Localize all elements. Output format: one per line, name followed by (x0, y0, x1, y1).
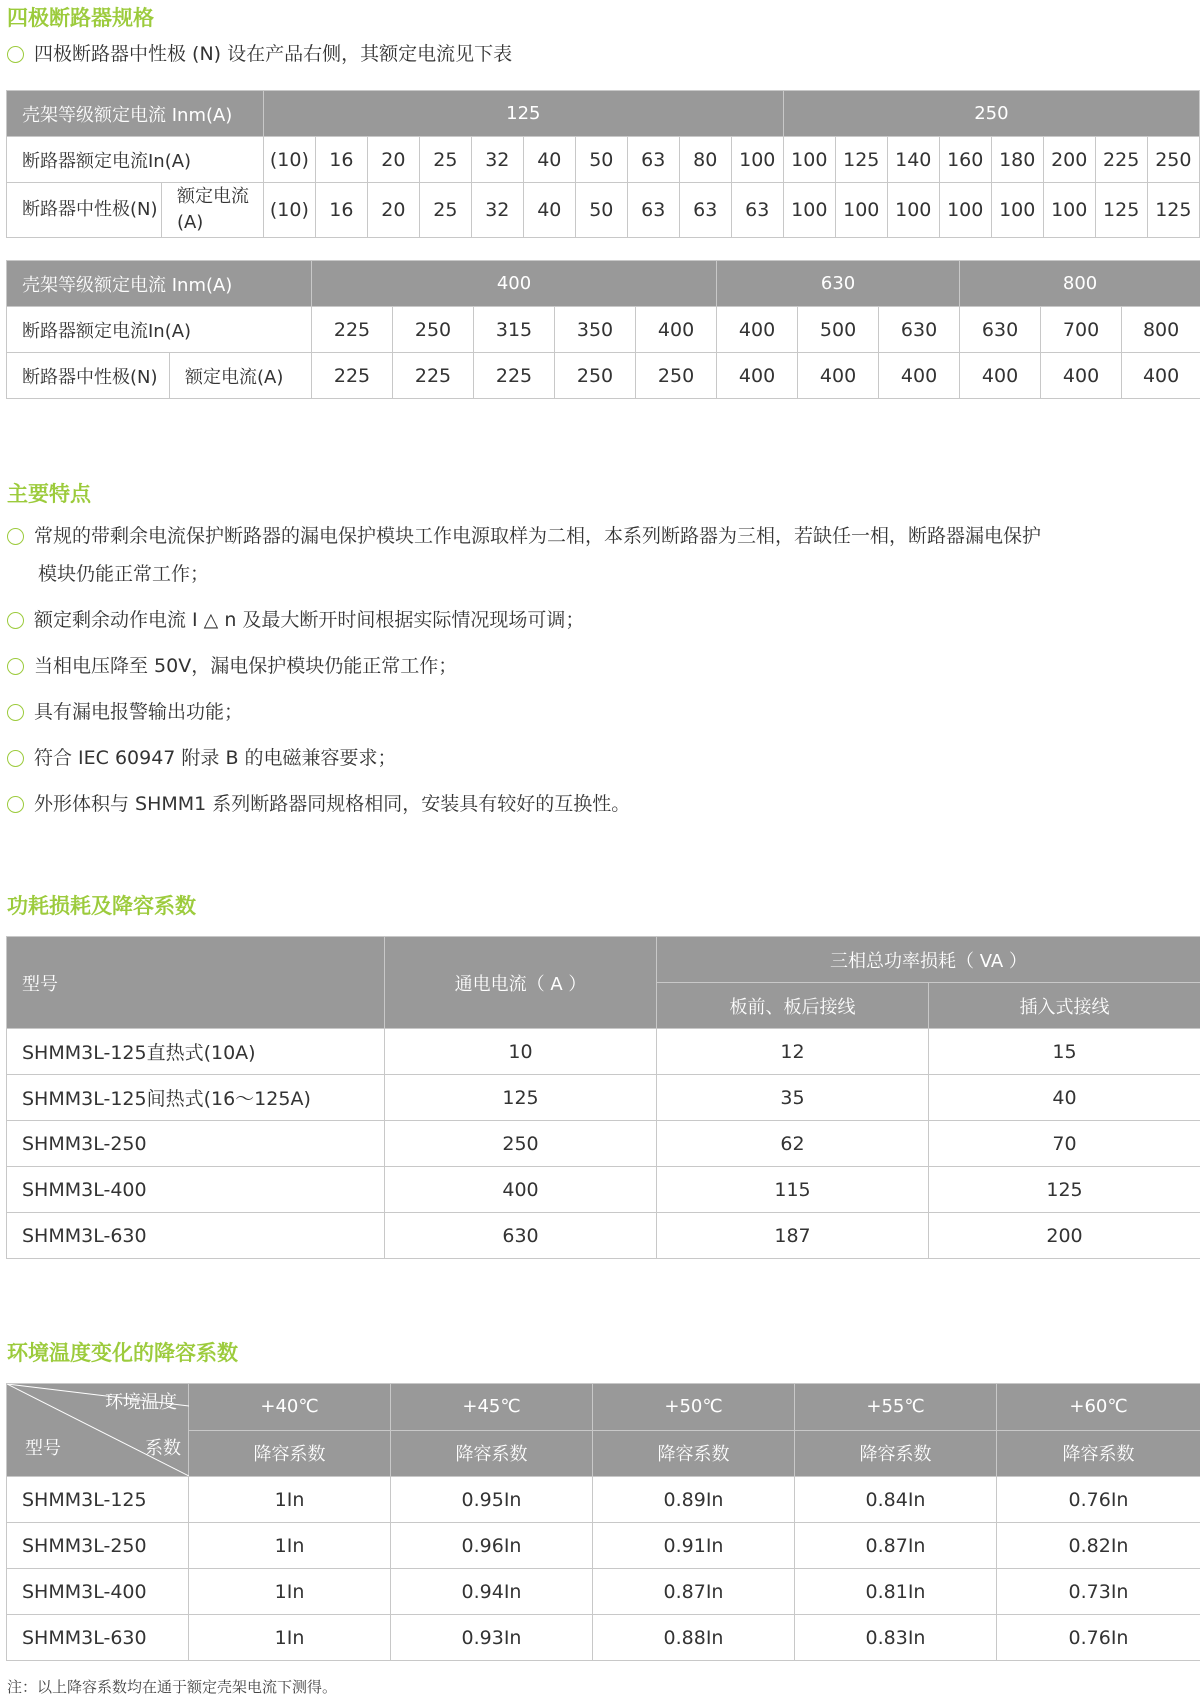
value-cell: 250 (1147, 137, 1199, 183)
derating-value-cell: 0.89In (593, 1477, 795, 1523)
value-cell: 63 (731, 183, 783, 238)
circle-bullet-icon (7, 704, 24, 721)
value-cell: 25 (419, 183, 471, 238)
value-cell: 225 (474, 353, 555, 399)
value-cell: 100 (991, 183, 1043, 238)
table-row (7, 1523, 1200, 1569)
value-cell: 100 (783, 183, 835, 238)
table-row (7, 1569, 1200, 1615)
derating-value-cell: 0.84In (795, 1477, 997, 1523)
temp-header: +50℃ (593, 1384, 795, 1431)
plugin-loss-cell: 15 (929, 1029, 1200, 1075)
value-cell: 400 (1041, 353, 1122, 399)
table-row (7, 1075, 1200, 1121)
value-cell: 50 (575, 137, 627, 183)
value-cell: 350 (555, 307, 636, 353)
table-four-pole-400-800 (6, 260, 1200, 399)
plugin-loss-cell: 200 (929, 1213, 1200, 1259)
derating-value-cell: 0.81In (795, 1569, 997, 1615)
frame-value: 250 (783, 91, 1199, 137)
derating-subheader: 降容系数 (189, 1430, 391, 1477)
footnote: 注：以上降容系数均在通于额定壳架电流下测得。 (7, 1676, 337, 1697)
section-title-features: 主要特点 (7, 478, 91, 508)
header-current: 通电电流（ A ） (385, 937, 657, 1029)
header-front-wiring: 板前、板后接线 (657, 983, 929, 1029)
derating-value-cell: 0.95In (391, 1477, 593, 1523)
model-cell: SHMM3L-400 (7, 1167, 385, 1213)
temp-header: +45℃ (391, 1384, 593, 1431)
feature-text: 具有漏电报警输出功能； (34, 701, 243, 723)
frame-value: 800 (960, 261, 1200, 307)
table-row (7, 1121, 1200, 1167)
temp-header: +60℃ (997, 1384, 1200, 1431)
value-cell: 100 (939, 183, 991, 238)
feature-bullet (7, 693, 243, 731)
bullet-text: 四极断路器中性极 (N) 设在产品右侧，其额定电流见下表 (34, 43, 512, 65)
value-cell: 400 (960, 353, 1041, 399)
value-cell: 400 (636, 307, 717, 353)
model-cell: SHMM3L-630 (7, 1213, 385, 1259)
value-cell: 225 (312, 307, 393, 353)
feature-bullet (7, 601, 584, 639)
current-cell: 400 (385, 1167, 657, 1213)
value-cell: 500 (798, 307, 879, 353)
rated-current-label: 断路器额定电流In(A) (7, 137, 264, 183)
value-cell: 16 (315, 183, 367, 238)
front-loss-cell: 12 (657, 1029, 929, 1075)
value-cell: 400 (717, 353, 798, 399)
value-cell: 250 (555, 353, 636, 399)
derating-subheader: 降容系数 (997, 1430, 1200, 1477)
header-plugin-wiring: 插入式接线 (929, 983, 1200, 1029)
circle-bullet-icon (7, 46, 24, 63)
plugin-loss-cell: 40 (929, 1075, 1200, 1121)
neutral-pole-label: 断路器中性极(N) (7, 183, 162, 238)
circle-bullet-icon (7, 750, 24, 767)
derating-value-cell: 1In (189, 1615, 391, 1661)
feature-bullet (7, 739, 397, 777)
table-row (7, 1167, 1200, 1213)
corner-model-label: 型号 (25, 1434, 61, 1460)
frame-value: 400 (312, 261, 717, 307)
front-loss-cell: 35 (657, 1075, 929, 1121)
model-cell: SHMM3L-630 (7, 1615, 189, 1661)
value-cell: 100 (731, 137, 783, 183)
neutral-pole-label: 断路器中性极(N) (7, 353, 170, 399)
feature-text-continued: 模块仍能正常工作； (7, 555, 1195, 593)
value-cell: 400 (1122, 353, 1200, 399)
derating-value-cell: 1In (189, 1569, 391, 1615)
feature-text: 外形体积与 SHMM1 系列断路器同规格相同，安装具有较好的互换性。 (34, 793, 630, 815)
model-cell: SHMM3L-250 (7, 1523, 189, 1569)
value-cell: 225 (393, 353, 474, 399)
diagonal-header-cell (7, 1384, 189, 1477)
table-four-pole-125-250 (6, 90, 1200, 238)
value-cell: 80 (679, 137, 731, 183)
derating-value-cell: 0.87In (593, 1569, 795, 1615)
temp-header: +55℃ (795, 1384, 997, 1431)
derating-subheader: 降容系数 (391, 1430, 593, 1477)
frame-current-label: 壳架等级额定电流 Inm(A) (7, 91, 264, 137)
value-cell: 250 (393, 307, 474, 353)
derating-value-cell: 0.94In (391, 1569, 593, 1615)
value-cell: 125 (1147, 183, 1199, 238)
header-model: 型号 (7, 937, 385, 1029)
value-cell: 630 (960, 307, 1041, 353)
model-cell: SHMM3L-250 (7, 1121, 385, 1167)
bullet-neutral-pole (7, 35, 512, 73)
derating-value-cell: 0.91In (593, 1523, 795, 1569)
value-cell: 160 (939, 137, 991, 183)
value-cell: (10) (263, 183, 315, 238)
value-cell: 40 (523, 183, 575, 238)
value-cell: 400 (798, 353, 879, 399)
derating-value-cell: 0.82In (997, 1523, 1200, 1569)
derating-value-cell: 0.73In (997, 1569, 1200, 1615)
value-cell: 630 (879, 307, 960, 353)
derating-value-cell: 0.87In (795, 1523, 997, 1569)
value-cell: 20 (367, 183, 419, 238)
section-title-power-loss: 功耗损耗及降容系数 (7, 890, 196, 920)
value-cell: 180 (991, 137, 1043, 183)
header-loss: 三相总功率损耗（ VA ） (657, 937, 1200, 983)
circle-bullet-icon (7, 612, 24, 629)
value-cell: 100 (835, 183, 887, 238)
table-power-loss (6, 936, 1200, 1259)
derating-value-cell: 1In (189, 1477, 391, 1523)
value-cell: 50 (575, 183, 627, 238)
corner-temp-label: 环境温度 (105, 1388, 177, 1414)
value-cell: 32 (471, 137, 523, 183)
value-cell: 225 (312, 353, 393, 399)
circle-bullet-icon (7, 658, 24, 675)
value-cell: (10) (263, 137, 315, 183)
current-cell: 250 (385, 1121, 657, 1167)
front-loss-cell: 115 (657, 1167, 929, 1213)
circle-bullet-icon (7, 796, 24, 813)
current-cell: 630 (385, 1213, 657, 1259)
value-cell: 16 (315, 137, 367, 183)
temp-header: +40℃ (189, 1384, 391, 1431)
value-cell: 25 (419, 137, 471, 183)
table-row (7, 1477, 1200, 1523)
plugin-loss-cell: 70 (929, 1121, 1200, 1167)
feature-bullet (7, 517, 1195, 593)
corner-coef-label: 系数 (145, 1434, 181, 1460)
feature-text: 常规的带剩余电流保护断路器的漏电保护模块工作电源取样为二相，本系列断路器为三相，若缺任一相，断路器漏电保护 (34, 525, 1041, 547)
table-row (7, 1029, 1200, 1075)
neutral-rated-label: 额定电流(A) (170, 353, 312, 399)
feature-text: 额定剩余动作电流 I △ n 及最大断开时间根据实际情况现场可调； (34, 609, 584, 631)
value-cell: 400 (717, 307, 798, 353)
value-cell: 20 (367, 137, 419, 183)
value-cell: 250 (636, 353, 717, 399)
model-cell: SHMM3L-125 (7, 1477, 189, 1523)
feature-text: 符合 IEC 60947 附录 B 的电磁兼容要求； (34, 747, 397, 769)
frame-value: 630 (717, 261, 960, 307)
feature-bullet (7, 647, 457, 685)
table-row (7, 1213, 1200, 1259)
value-cell: 100 (783, 137, 835, 183)
model-cell: SHMM3L-400 (7, 1569, 189, 1615)
value-cell: 63 (627, 183, 679, 238)
plugin-loss-cell: 125 (929, 1167, 1200, 1213)
derating-value-cell: 0.76In (997, 1477, 1200, 1523)
value-cell: 200 (1043, 137, 1095, 183)
value-cell: 63 (627, 137, 679, 183)
derating-subheader: 降容系数 (795, 1430, 997, 1477)
model-cell: SHMM3L-125直热式(10A) (7, 1029, 385, 1075)
table-derating (6, 1383, 1200, 1661)
derating-value-cell: 0.96In (391, 1523, 593, 1569)
derating-value-cell: 0.83In (795, 1615, 997, 1661)
value-cell: 125 (1095, 183, 1147, 238)
section-title-derating: 环境温度变化的降容系数 (7, 1337, 238, 1367)
derating-value-cell: 0.76In (997, 1615, 1200, 1661)
front-loss-cell: 187 (657, 1213, 929, 1259)
value-cell: 700 (1041, 307, 1122, 353)
value-cell: 40 (523, 137, 575, 183)
current-cell: 125 (385, 1075, 657, 1121)
value-cell: 125 (835, 137, 887, 183)
table-row (7, 1615, 1200, 1661)
derating-value-cell: 0.93In (391, 1615, 593, 1661)
value-cell: 315 (474, 307, 555, 353)
frame-value: 125 (263, 91, 783, 137)
value-cell: 225 (1095, 137, 1147, 183)
value-cell: 100 (887, 183, 939, 238)
value-cell: 100 (1043, 183, 1095, 238)
derating-value-cell: 1In (189, 1523, 391, 1569)
value-cell: 63 (679, 183, 731, 238)
feature-text: 当相电压降至 50V，漏电保护模块仍能正常工作； (34, 655, 457, 677)
model-cell: SHMM3L-125间热式(16～125A) (7, 1075, 385, 1121)
value-cell: 32 (471, 183, 523, 238)
feature-bullet (7, 785, 630, 823)
derating-value-cell: 0.88In (593, 1615, 795, 1661)
value-cell: 800 (1122, 307, 1200, 353)
derating-subheader: 降容系数 (593, 1430, 795, 1477)
circle-bullet-icon (7, 528, 24, 545)
rated-current-label: 断路器额定电流In(A) (7, 307, 312, 353)
frame-current-label: 壳架等级额定电流 Inm(A) (7, 261, 312, 307)
value-cell: 400 (879, 353, 960, 399)
neutral-rated-label: 额定电流(A) (161, 183, 263, 238)
front-loss-cell: 62 (657, 1121, 929, 1167)
value-cell: 140 (887, 137, 939, 183)
section-title-specs: 四极断路器规格 (7, 2, 154, 32)
current-cell: 10 (385, 1029, 657, 1075)
